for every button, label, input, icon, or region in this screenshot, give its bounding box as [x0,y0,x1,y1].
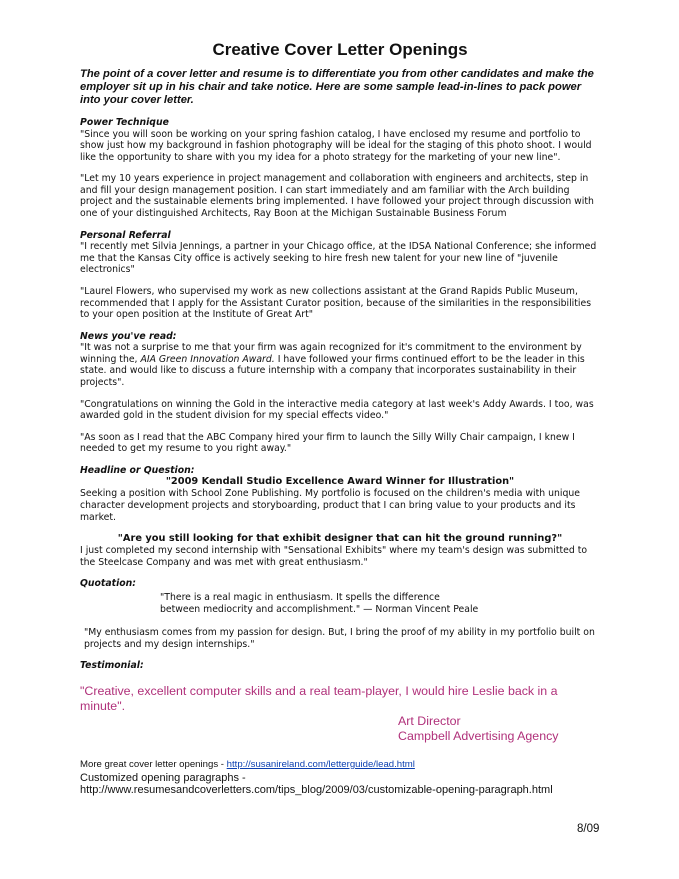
testimonial-block [80,684,600,744]
document-page [80,40,600,797]
headline-paragraph-1: Seeking a position with School Zone Publishing. My portfolio is focused on the children's media with unique character development projects and storyboarding, product that I can bring value to your products and its market. [80,488,580,523]
power-technique-paragraph-1: "Since you will soon be working on your spring fashion catalog, I have enclosed my resume and portfolio to show just how my background in fashion photography will be ideal for the staging of this photo shoot. I would like the opportunity to share with you my idea for a photo strategy for the marketing of your new line". [80,128,592,163]
headline-paragraph-2: I just completed my second internship with "Sensational Exhibits" where my team's design was submitted to the Steelcase Company and was met with great enthusiasm." [80,545,588,568]
headline-example-2: "Are you still looking for that exhibit designer that can hit the ground running?" [117,533,563,545]
news-paragraph-1-end: I have followed your firms continued effort to be the leader in this state. and would like to discuss a future internship with a company that incorporates sustainability in their projects". [80,353,585,388]
power-technique-heading: Power Technique [80,117,169,128]
more-openings-link[interactable]: http://susanireland.com/letterguide/lead.html [226,758,415,770]
testimonial-heading: Testimonial: [80,660,144,672]
power-technique-paragraph-2: "Let my 10 years experience in project management and collaboration with engineers and architects, step in and fill your design management position. I can start immediately and am familiar with the Arch building project and the sustainable elements bring implemented. I have followed your project through discussion with one of your distinguished Architects, Ray Boon at the Michigan Sustainable Business Forum [80,173,594,220]
more-openings-label: More great cover letter openings - [80,758,227,770]
page-title: Creative Cover Letter Openings [212,40,468,59]
quotation-line-2: between mediocrity and accomplishment." — Norman Vincent Peale [160,603,479,615]
personal-referral-paragraph-1: "I recently met Silvia Jennings, a partner in your Chicago office, at the IDSA National Conference; she informed me that the Kansas City office is actively seeking to hire fresh new talent for your new line of "juvenile electronics" [80,241,597,276]
custom-paragraphs-url: http://www.resumesandcoverletters.com/tips_blog/2009/03/customizable-opening-paragraph.html [80,784,553,797]
quotation-paragraph: "My enthusiasm comes from my passion for design. But, I bring the proof of my ability in my portfolio built on projects and my design internships." [84,627,595,650]
testimonial-role: Art Director [398,713,461,728]
headline-heading: Headline or Question: [80,464,195,476]
news-paragraph-1 [80,342,600,388]
quotation-line-1: "There is a real magic in enthusiasm. It spells the difference [160,591,440,603]
news-paragraph-2: "Congratulations on winning the Gold in the interactive media category at last week's Addy Awards. I too, was awarded gold in the student division for my special effects video." [80,398,594,422]
personal-referral-heading: Personal Referral [80,229,171,241]
news-paragraph-3: "As soon as I read that the ABC Company hired your firm to launch the Silly Willy Chair campaign, I knew I needed to get my resume to you right away." [80,431,575,455]
news-heading: News you've read: [80,330,177,342]
personal-referral-paragraph-2: "Laurel Flowers, who supervised my work as new collections assistant at the Grand Rapids Public Museum, recommended that I apply for the Assistant Curator position, because of the similarities in the responsibilities to your open position at the Institute of Great Art" [80,285,592,321]
more-openings-line [80,758,600,772]
testimonial-company: Campbell Advertising Agency [398,728,559,743]
intro-text: The point of a cover letter and resume is to differentiate you from other candidates and make the employer sit up in his chair and take notice. Here are some sample lead-in-lines to pack power into your cover letter. [80,68,594,106]
quotation-block [160,592,600,615]
testimonial-quote: "Creative, excellent computer skills and a real team-player, I would hire Leslie back in a minute". [80,683,558,713]
news-paragraph-1-start: "It was not a surprise to me that your firm was again recognized for it's commitment to the environment by winning the, [80,342,582,365]
resource-links [80,758,600,797]
headline-example-1: "2009 Kendall Studio Excellence Award Winner for Illustration" [165,476,515,488]
award-name: AIA Green Innovation Award. [140,353,275,365]
quotation-heading: Quotation: [80,578,136,590]
page-number: 8/09 [577,823,600,835]
custom-paragraphs-label: Customized opening paragraphs - [80,771,246,784]
